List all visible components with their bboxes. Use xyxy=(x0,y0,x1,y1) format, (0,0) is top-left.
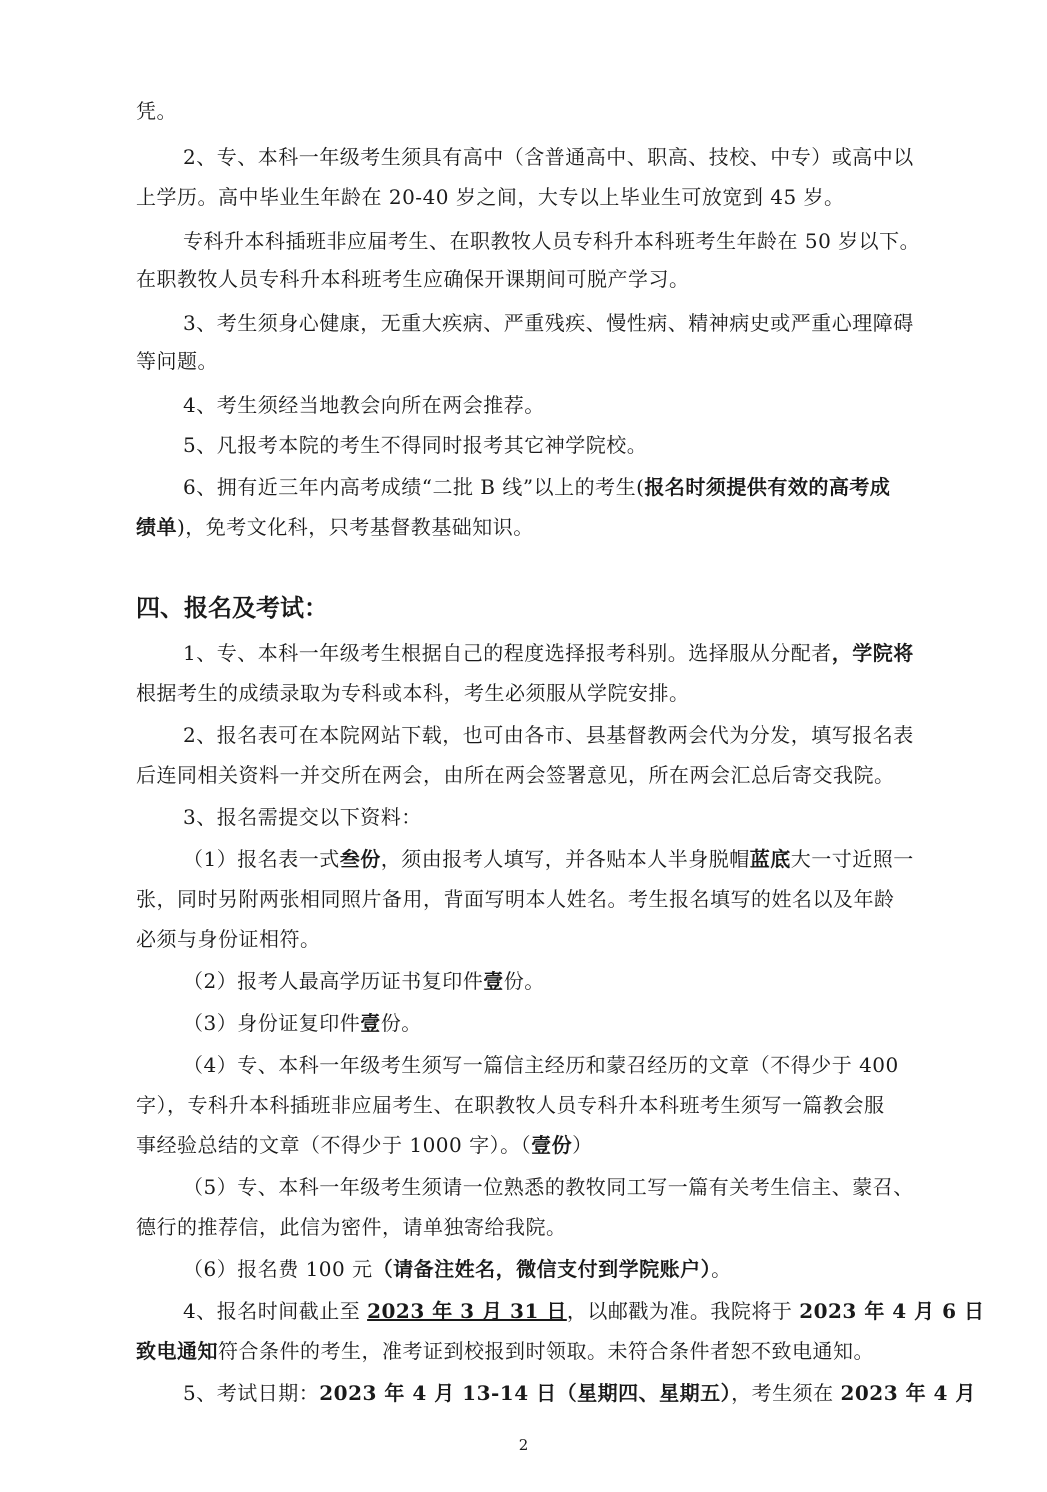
text-line: 2、报名表可在本院网站下载，也可由各市、县基督教两会代为分发，填写报名表 xyxy=(183,723,914,747)
text-line: 4、考生须经当地教会向所在两会推荐。 xyxy=(183,393,545,417)
text-line: 德行的推荐信，此信为密件，请单独寄给我院。 xyxy=(136,1215,567,1239)
text-line: 凭。 xyxy=(136,99,177,123)
text-line: 绩单)，免考文化科，只考基督教基础知识。 xyxy=(136,515,534,539)
text-line: 5、考试日期：2023 年 4 月 13-14 日（星期四、星期五），考生须在 2023 年 4 月 xyxy=(183,1381,976,1405)
text-line: （2）报考人最高学历证书复印件壹份。 xyxy=(183,969,545,993)
text-line: 张，同时另附两张相同照片备用，背面写明本人姓名。考生报名填写的姓名以及年龄 xyxy=(136,887,895,911)
text-line: 2、专、本科一年级考生须具有高中（含普通高中、职高、技校、中专）或高中以 xyxy=(183,145,914,169)
text-line: 后连同相关资料一并交所在两会，由所在两会签署意见，所在两会汇总后寄交我院。 xyxy=(136,763,895,787)
text-line: 5、凡报考本院的考生不得同时报考其它神学院校。 xyxy=(183,433,648,457)
text-line: 在职教牧人员专科升本科班考生应确保开课期间可脱产学习。 xyxy=(136,267,690,291)
text-line: 必须与身份证相符。 xyxy=(136,927,321,951)
text-line: 致电通知符合条件的考生，准考证到校报到时领取。未符合条件者恕不致电通知。 xyxy=(136,1339,874,1363)
text-line: （5）专、本科一年级考生须请一位熟悉的教牧同工写一篇有关考生信主、蒙召、 xyxy=(183,1175,914,1199)
text-line: 专科升本科插班非应届考生、在职教牧人员专科升本科班考生年龄在 50 岁以下。 xyxy=(183,229,921,253)
text-line: （6）报名费 100 元（请备注姓名，微信支付到学院账户）。 xyxy=(183,1257,732,1281)
text-line: （1）报名表一式叁份，须由报考人填写，并各贴本人半身脱帽蓝底大一寸近照一 xyxy=(183,847,914,871)
text-line: （4）专、本科一年级考生须写一篇信主经历和蒙召经历的文章（不得少于 400 xyxy=(183,1053,899,1077)
section-heading: 四、报名及考试： xyxy=(136,594,328,622)
text-line: 事经验总结的文章（不得少于 1000 字）。（壹份） xyxy=(136,1133,593,1157)
text-line: 6、拥有近三年内高考成绩“二批 B 线”以上的考生(报名时须提供有效的高考成 xyxy=(183,475,891,499)
text-line: 字），专科升本科插班非应届考生、在职教牧人员专科升本科班考生须写一篇教会服 xyxy=(136,1093,885,1117)
page-number: 2 xyxy=(518,1436,529,1454)
text-line: 根据考生的成绩录取为专科或本科，考生必须服从学院安排。 xyxy=(136,681,690,705)
text-line: 4、报名时间截止至 2023 年 3 月 31 日，以邮戳为准。我院将于 2023 年 4 月 6 日 xyxy=(183,1299,985,1323)
text-line: 3、考生须身心健康，无重大疾病、严重残疾、慢性病、精神病史或严重心理障碍 xyxy=(183,311,914,335)
text-line: 3、报名需提交以下资料： xyxy=(183,805,422,829)
text-line: 1、专、本科一年级考生根据自己的程度选择报考科别。选择服从分配者，学院将 xyxy=(183,641,914,665)
text-line: 等问题。 xyxy=(136,349,218,373)
text-line: （3）身份证复印件壹份。 xyxy=(183,1011,422,1035)
text-line: 上学历。高中毕业生年龄在 20-40 岁之间，大专以上毕业生可放宽到 45 岁。 xyxy=(136,185,845,209)
